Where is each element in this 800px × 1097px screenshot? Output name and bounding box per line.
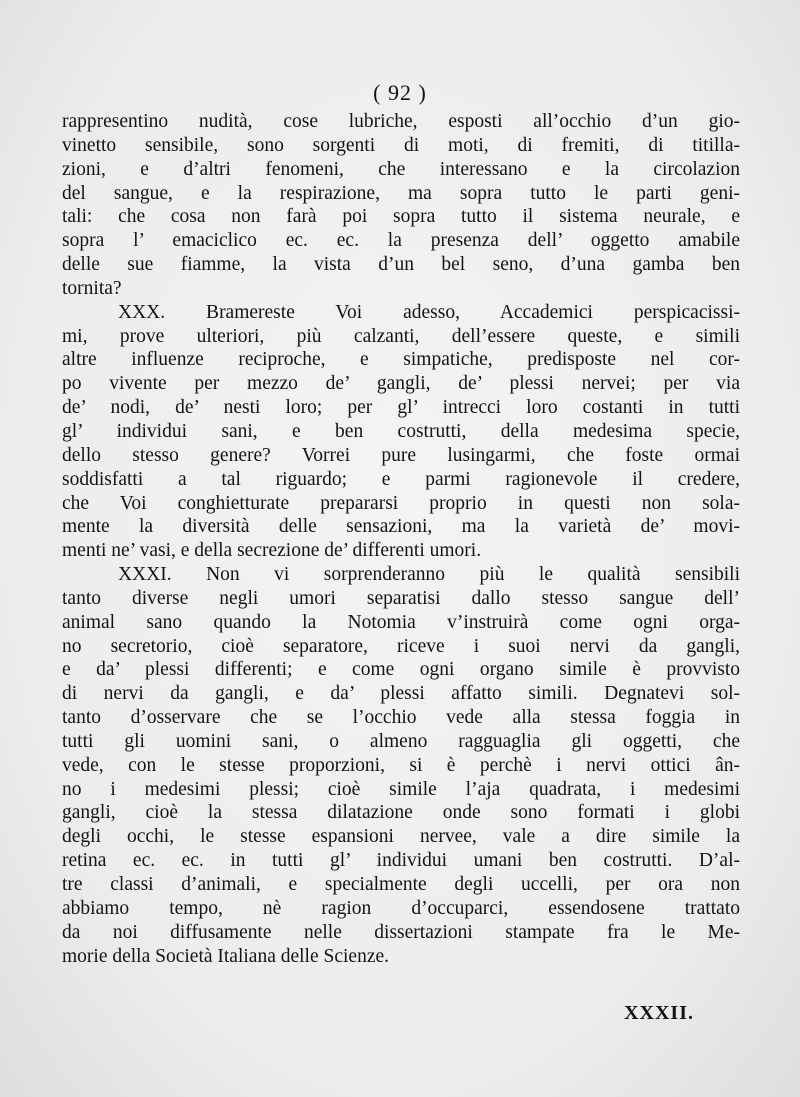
text-line: e da’ plessi differenti; e come ogni organo simile è provvisto xyxy=(62,659,740,681)
text-line: di nervi da gangli, e da’ plessi affatto simili. Degnatevi sol- xyxy=(62,683,740,705)
text-line: zioni, e d’altri fenomeni, che interessano e la circolazion xyxy=(62,158,740,180)
text-line: sopra l’ emaciclico ec. ec. la presenza dell’ oggetto amabile xyxy=(62,230,740,252)
text-line: dello stesso genere? Vorrei pure lusingarmi, che foste ormai xyxy=(62,444,740,466)
text-line: del sangue, e la respirazione, ma sopra tutto le parti geni- xyxy=(62,182,740,204)
text-line: tornita? xyxy=(62,277,122,299)
text-line: da noi diffusamente nelle dissertazioni stampate fra le Me- xyxy=(62,921,740,943)
text-line: no secretorio, cioè separatore, riceve i suoi nervi da gangli, xyxy=(62,635,740,657)
text-line: morie della Società Italiana delle Scienze. xyxy=(62,945,390,967)
text-line: gl’ individui sani, e ben costrutti, della medesima specie, xyxy=(62,420,740,442)
text-line: tali: che cosa non farà poi sopra tutto il sistema neurale, e xyxy=(62,206,740,228)
text-line: abbiamo tempo, nè ragion d’occuparci, essendosene trattato xyxy=(62,897,740,919)
text-line: tre classi d’animali, e specialmente degli uccelli, per ora non xyxy=(62,874,740,895)
text-line: menti ne’ vasi, e della secrezione de’ differenti umori. xyxy=(62,540,482,562)
text-line: gangli, cioè la stessa dilatazione onde sono formati i globi xyxy=(62,802,740,824)
text-line: degli occhi, le stesse espansioni nervee, vale a dire simile la xyxy=(62,826,740,848)
text-line: altre influenze reciproche, e simpatiche, predisposte nel cor- xyxy=(62,349,740,371)
text-line: vinetto sensibile, sono sorgenti di moti, di fremiti, di titilla- xyxy=(62,134,740,156)
text-line: mente la diversità delle sensazioni, ma la varietà de’ movi- xyxy=(62,516,740,538)
text-line: de’ nodi, de’ nesti loro; per gl’ intrecci loro costanti in tutti xyxy=(62,397,740,419)
catchword: XXXII. xyxy=(624,1002,694,1024)
text-line: no i medesimi plessi; cioè simile l’aja quadrata, i medesimi xyxy=(62,778,740,800)
text-line: po vivente per mezzo de’ gangli, de’ plessi nervei; per via xyxy=(62,373,740,395)
text-line: rappresentino nudità, cose lubriche, esposti all’occhio d’un gio- xyxy=(62,111,740,132)
text-line: tanto diverse negli umori separatisi dallo stesso sangue dell’ xyxy=(62,587,740,609)
text-line: delle sue fiamme, la vista d’un bel seno, d’una gamba ben xyxy=(62,254,740,276)
text-line: che Voi conghietturate prepararsi proprio in questi non sola- xyxy=(62,492,740,514)
page-number: ( 92 ) xyxy=(373,80,427,105)
text-line: animal sano quando la Notomia v’instruirà come ogni orga- xyxy=(62,611,740,633)
text-line: tanto d’osservare che se l’occhio vede alla stessa foggia in xyxy=(62,707,740,729)
text-line: mi, prove ulteriori, più calzanti, dell’essere queste, e simili xyxy=(62,325,740,347)
section-heading-line: XXXI. Non vi sorprenderanno più le qualità sensibili xyxy=(118,564,740,586)
section-heading-line: XXX. Bramereste Voi adesso, Accademici perspicacissi- xyxy=(118,301,740,323)
body-text xyxy=(62,110,740,968)
text-line: retina ec. ec. in tutti gl’ individui umani ben costrutti. D’al- xyxy=(62,850,740,872)
text-line: vede, con le stesse proporzioni, si è perchè i nervi ottici ân- xyxy=(62,754,740,776)
text-line: soddisfatti a tal riguardo; e parmi ragionevole il credere, xyxy=(62,468,740,490)
text-line: tutti gli uomini sani, o almeno ragguaglia gli oggetti, che xyxy=(62,730,740,752)
